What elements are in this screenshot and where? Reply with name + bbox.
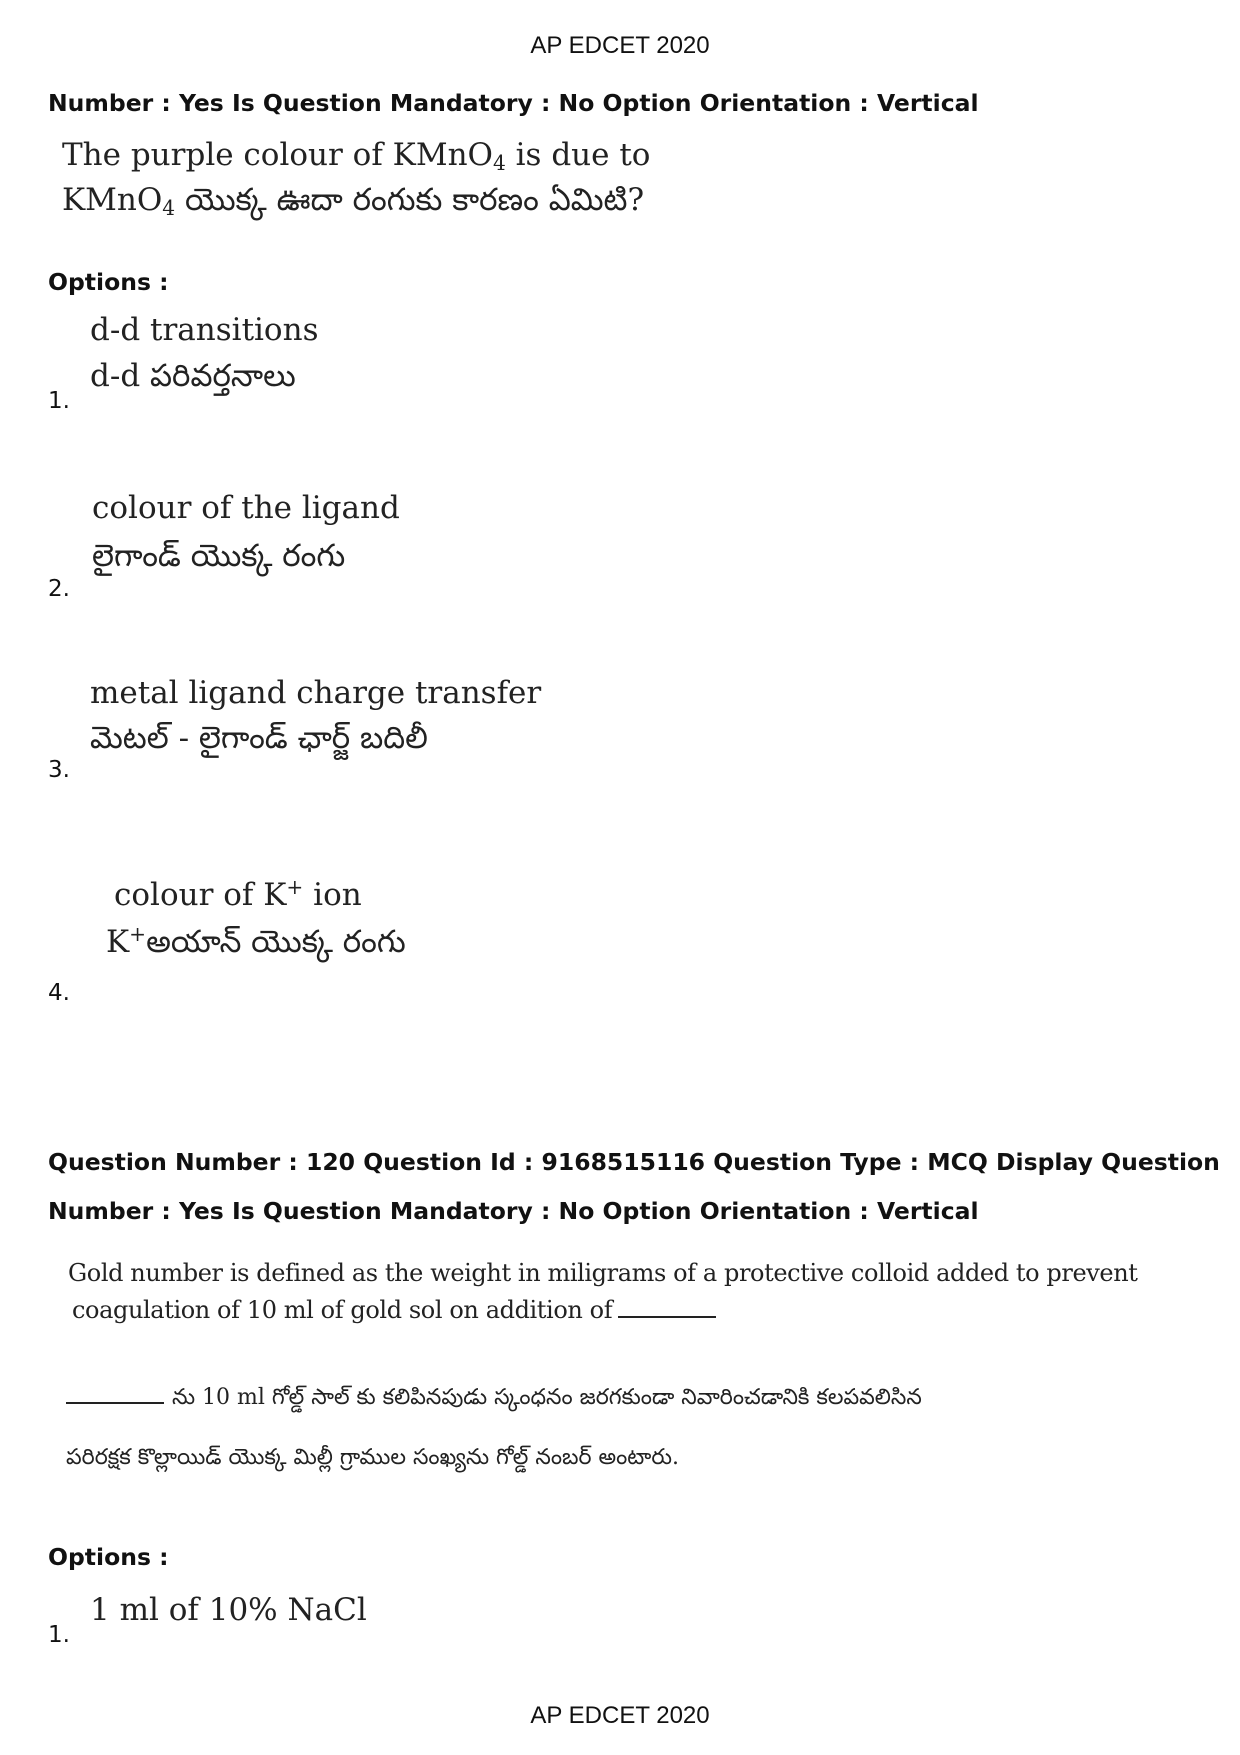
options-label: Options : [48,268,169,296]
question-meta-line: Question Number : 120 Question Id : 9168515116 Question Type : MCQ Display Question [48,1148,1220,1176]
option-1-english: d-d transitions [90,312,319,348]
option-3-english: metal ligand charge transfer [90,675,542,711]
option-4-telugu: K+అయాన్ యొక్క రంగు [106,922,406,961]
option-4-english: colour of K+ ion [114,875,362,914]
option-1-english: 1 ml of 10% NaCl [90,1592,367,1628]
answer-blank [66,1401,164,1404]
page-header: AP EDCET 2020 [530,32,710,59]
answer-blank [618,1315,716,1318]
question-text-telugu: KMnO$_4$ యొక్క ఊదా రంగుకు కారణం ఏమిటి? [62,182,645,221]
options-label: Options : [48,1543,169,1571]
option-3-number: 3. [48,757,70,783]
option-2-number: 2. [48,576,70,602]
question-text-telugu: ను 10 ml గోల్డ్ సాల్ కు కలిపినపుడు స్కంధనం జరగకుండా నివారించడానికి కలపవలిసిన [66,1385,922,1415]
option-3-telugu: మెటల్ - లైగాండ్ ఛార్జ్ బదిలీ [90,720,428,756]
option-4-number: 4. [48,980,70,1006]
question-text-telugu: పరిరక్షక కొల్లాయిడ్ యొక్క మిల్లీ గ్రాముల సంఖ్యను గోల్డ్ నంబర్ అంటారు. [66,1445,679,1470]
question-text-english: The purple colour of KMnO$_4$ is due to [62,137,651,176]
question-meta-line: Number : Yes Is Question Mandatory : No Option Orientation : Vertical [48,89,979,117]
question-text-english: coagulation of 10 ml of gold sol on addition of [72,1296,722,1324]
option-2-telugu: లైగాండ్ యొక్క రంగు [92,538,346,574]
option-1-telugu: d-d పరివర్తనాలు [90,358,296,394]
option-1-number: 1. [48,388,70,414]
question-meta-line: Number : Yes Is Question Mandatory : No Option Orientation : Vertical [48,1197,979,1225]
question-text-english: Gold number is defined as the weight in miligrams of a protective colloid added to prevent [68,1259,1138,1287]
page-footer: AP EDCET 2020 [530,1702,710,1729]
option-1-number: 1. [48,1622,70,1648]
option-2-english: colour of the ligand [92,490,400,526]
